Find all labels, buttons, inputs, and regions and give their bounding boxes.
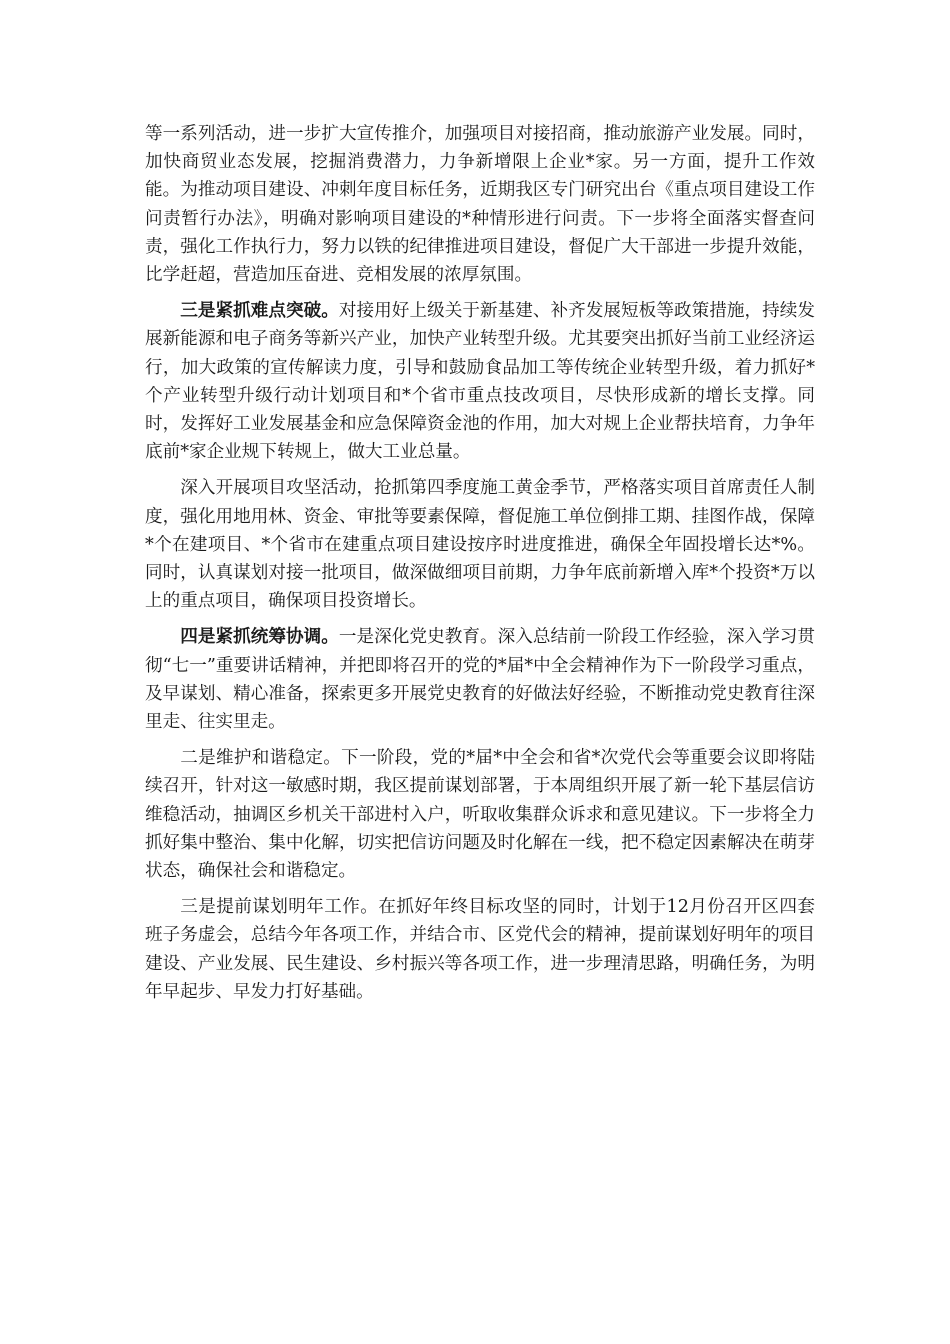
paragraph-text: 等一系列活动，进一步扩大宣传推介，加强项目对接招商，推动旅游产业发展。同时，加快商贸业态发展，挖掘消费潜力，力争新增限上企业*家。另一方面，提升工作效能。为推动项目建设、冲刺年度目标任务，近期我区专门研究出台《重点项目建设工作问责暂行办法》，明确对影响项目建设的*种情形进行问责。下一步将全面落实督查问责，强化工作执行力，努力以铁的纪律推进项目建设，督促广大干部进一步提升效能，比学赶超，营造加压奋进、竞相发展的浓厚氛围。: [145, 124, 815, 286]
paragraph-3: [145, 474, 815, 615]
paragraph-5: [145, 744, 815, 885]
document-body: [145, 120, 815, 1014]
paragraph-text: 二是维护和谐稳定。下一阶段，党的*届*中全会和省*次党代会等重要会议即将陆续召开，针对这一敏感时期，我区提前谋划部署，于本周组织开展了新一轮下基层信访维稳活动，抽调区乡机关干部进村入户，听取收集群众诉求和意见建议。下一步将全力抓好集中整治、集中化解，切实把信访问题及时化解在一线，把不稳定因素解决在萌芽状态，确保社会和谐稳定。: [145, 748, 815, 882]
paragraph-text: 三是提前谋划明年工作。在抓好年终目标攻坚的同时，计划于12月份召开区四套班子务虚会，总结今年各项工作，并结合市、区党代会的精神，提前谋划好明年的项目建设、产业发展、民生建设、乡村振兴等各项工作，进一步理清思路，明确任务，为明年早起步、早发力打好基础。: [145, 897, 815, 1002]
paragraph-heading: 三是紧抓难点突破。: [180, 300, 339, 322]
paragraph-heading: 四是紧抓统筹协调。: [180, 626, 339, 648]
paragraph-text: 对接用好上级关于新基建、补齐发展短板等政策措施，持续发展新能源和电子商务等新兴产业，加快产业转型升级。尤其要突出抓好当前工业经济运行，加大政策的宣传解读力度，引导和鼓励食品加工等传统企业转型升级，着力抓好*个产业转型升级行动计划项目和*个省市重点技改项目，尽快形成新的增长支撑。同时，发挥好工业发展基金和应急保障资金池的作用，加大对规上企业帮扶培育，力争年底前*家企业规下转规上，做大工业总量。: [145, 301, 815, 463]
paragraph-6: [145, 893, 815, 1006]
paragraph-1: [145, 120, 815, 289]
paragraph-4: [145, 623, 815, 736]
paragraph-2: [145, 297, 815, 466]
paragraph-text: 一是深化党史教育。深入总结前一阶段工作经验，深入学习贯彻“七一”重要讲话精神，并把即将召开的党的*届*中全会精神作为下一阶段学习重点，及早谋划、精心准备，探索更多开展党史教育的好做法好经验，不断推动党史教育往深里走、往实里走。: [145, 627, 815, 733]
paragraph-text: 深入开展项目攻坚活动，抢抓第四季度施工黄金季节，严格落实项目首席责任人制度，强化用地用林、资金、审批等要素保障，督促施工单位倒排工期、挂图作战，保障*个在建项目、*个省市在建重点项目建设按序时进度推进，确保全年固投增长达*%。同时，认真谋划对接一批项目，做深做细项目前期，力争年底前新增入库*个投资*万以上的重点项目，确保项目投资增长。: [145, 478, 815, 612]
